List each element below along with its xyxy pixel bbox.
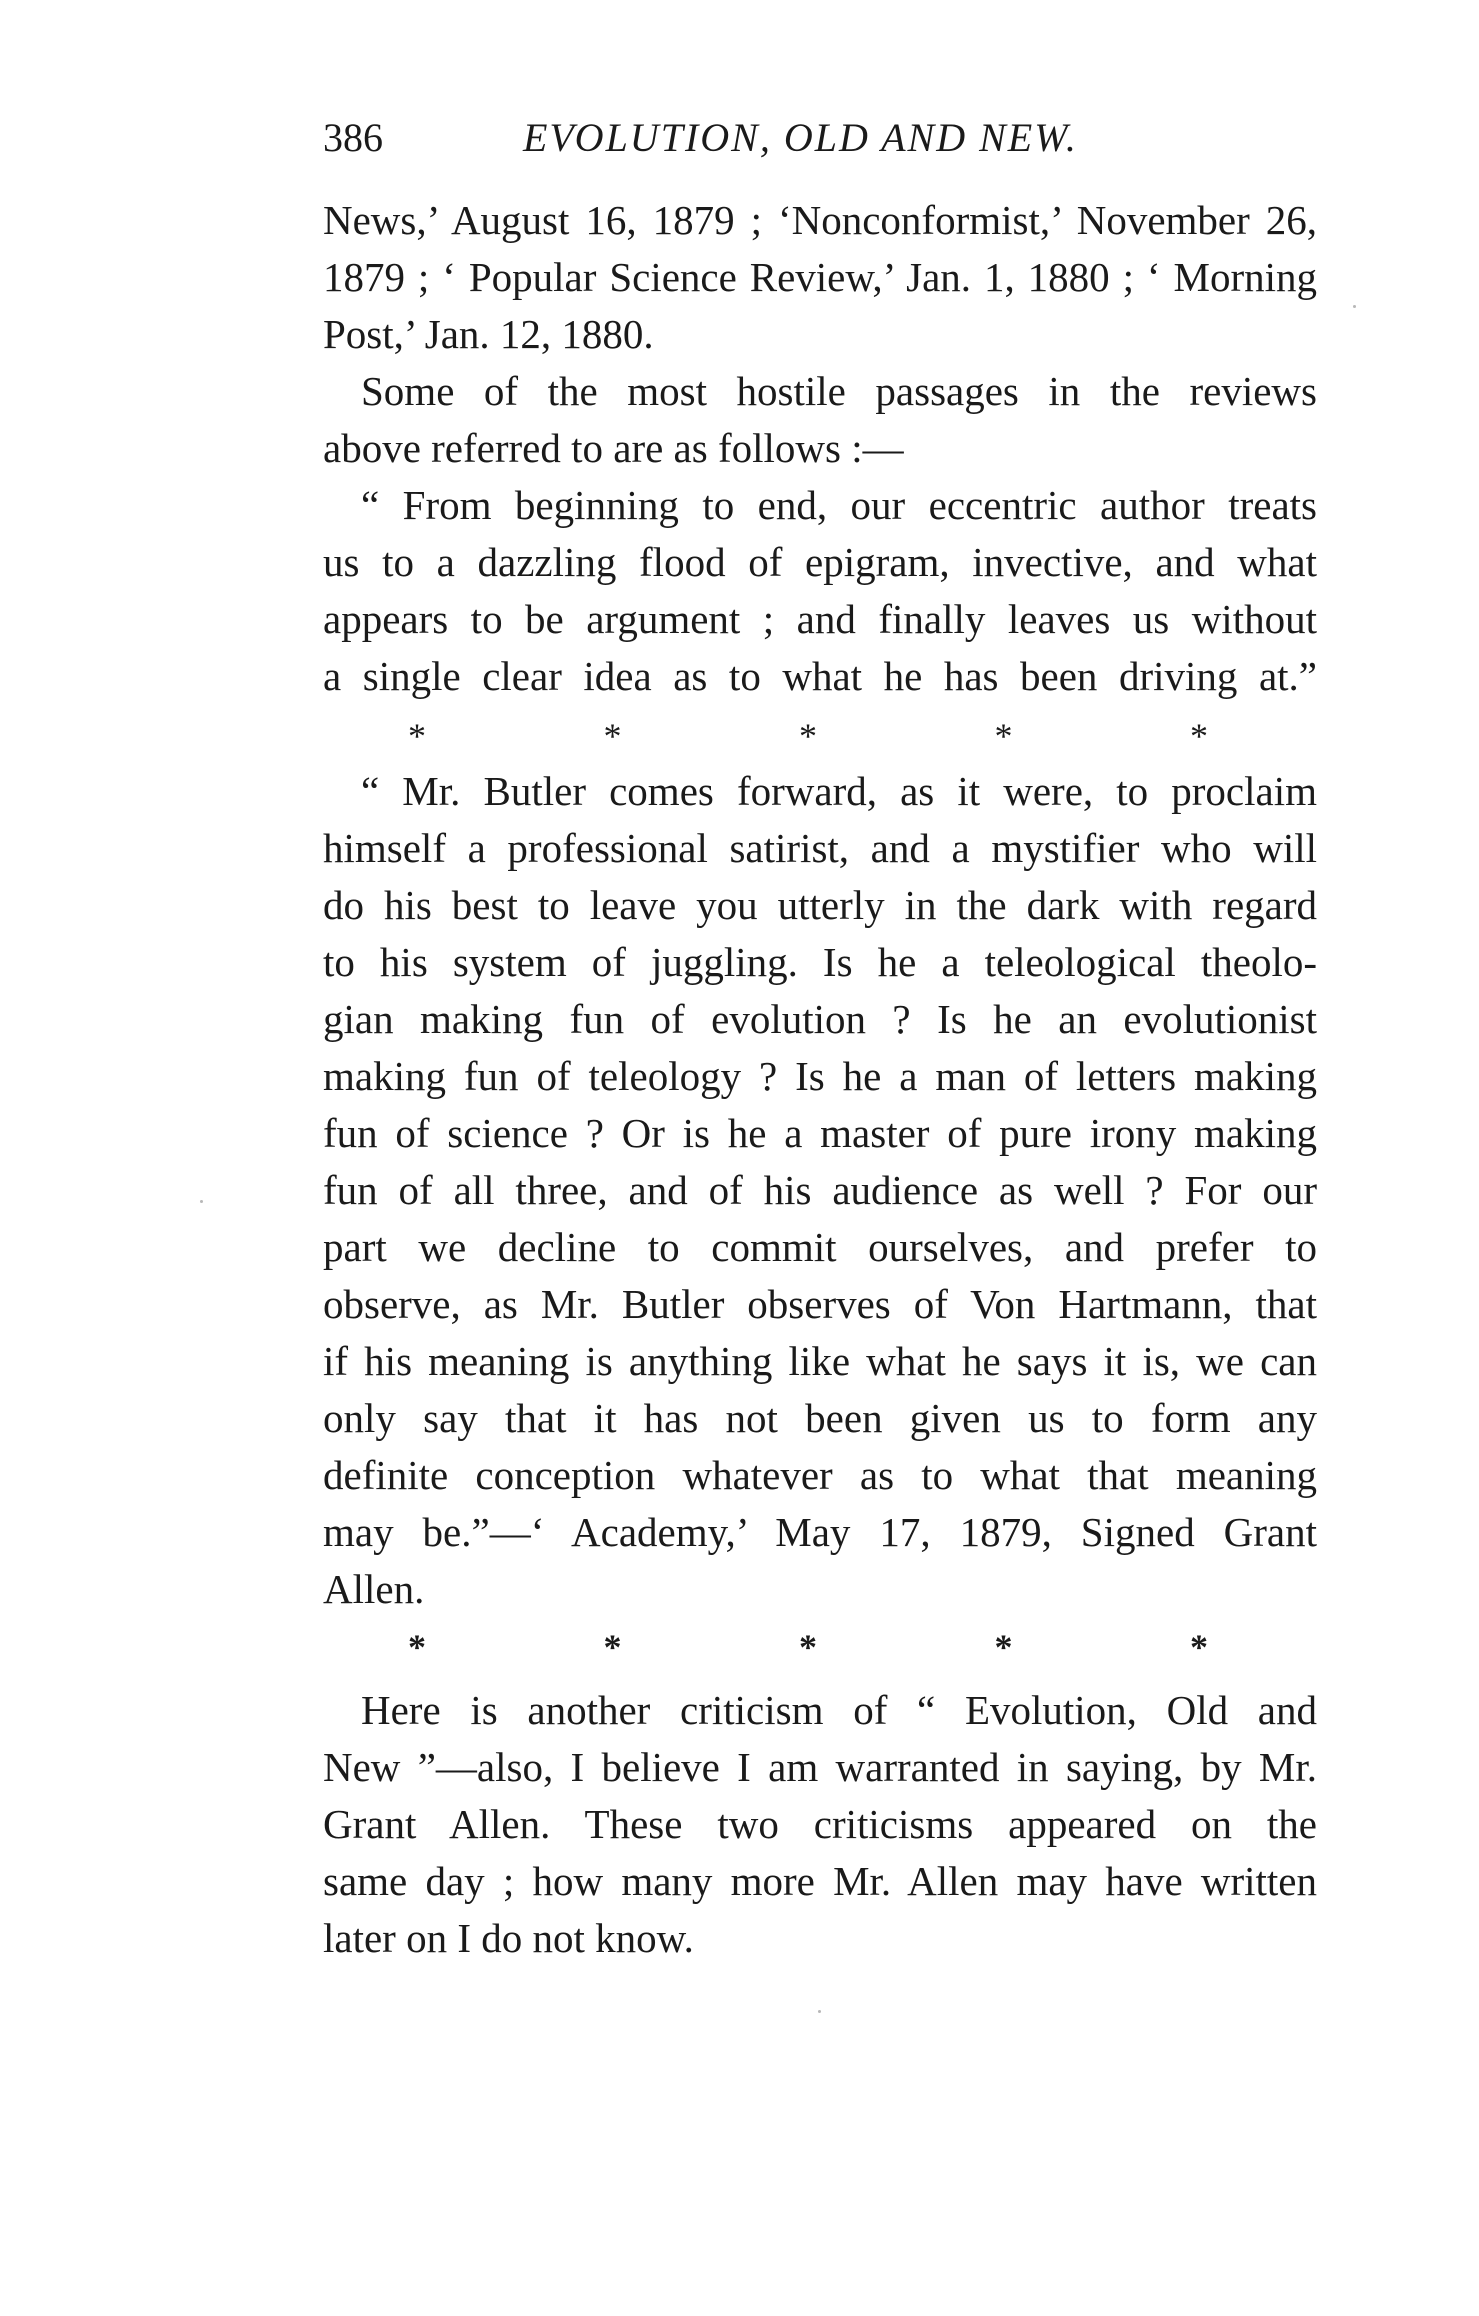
separator-star: * — [408, 716, 426, 756]
text-line: Here is another criticism of “ Evolution, Old and — [361, 1687, 1317, 1733]
text-line: observe, as Mr. Butler observes of Von Hartmann, that — [323, 1281, 1317, 1327]
text-line: Some of the most hostile passages in the reviews — [361, 368, 1317, 414]
text-line: appears to be argument ; and finally leaves us without — [323, 596, 1317, 642]
page-header — [323, 108, 1323, 168]
section-separator — [408, 716, 1208, 756]
text-line: to his system of juggling. Is he a teleological theolo- — [323, 939, 1317, 985]
separator-star: * — [994, 1627, 1013, 1667]
text-line: later on I do not know. — [323, 1915, 694, 1961]
separator-star: * — [408, 1627, 426, 1667]
text-line: may be.”—‘ Academy,’ May 17, 1879, Signed Grant — [323, 1509, 1317, 1555]
separator-star: * — [799, 1627, 817, 1667]
text-line: himself a professional satirist, and a mystifier who will — [323, 825, 1317, 871]
separator-star: * — [603, 716, 622, 756]
separator-star: * — [603, 1627, 622, 1667]
page-number: 386 — [323, 115, 383, 160]
text-line: Grant Allen. These two criticisms appeared on the — [323, 1801, 1317, 1847]
text-line: part we decline to commit ourselves, and prefer to — [323, 1224, 1317, 1270]
text-line: Allen. — [323, 1566, 425, 1612]
text-line: only say that it has not been given us to form any — [323, 1395, 1317, 1441]
text-line: “ From beginning to end, our eccentric author treats — [361, 482, 1317, 528]
text-line: New ”—also, I believe I am warranted in saying, by Mr. — [323, 1744, 1317, 1790]
text-line: fun of science ? Or is he a master of pure irony making — [323, 1110, 1317, 1156]
text-line: News,’ August 16, 1879 ; ‘Nonconformist,’ November 26, — [323, 197, 1317, 243]
text-line: a single clear idea as to what he has been driving at.” — [323, 653, 1317, 699]
separator-star: * — [799, 716, 817, 756]
paper-speck — [200, 1200, 203, 1203]
running-title: EVOLUTION, OLD AND NEW. — [523, 115, 1078, 160]
separator-star: * — [1190, 716, 1208, 756]
text-line: if his meaning is anything like what he says it is, we can — [323, 1338, 1317, 1384]
separator-star: * — [1190, 1627, 1208, 1667]
text-line: definite conception whatever as to what that meaning — [323, 1452, 1317, 1498]
text-line: us to a dazzling flood of epigram, invective, and what — [323, 539, 1317, 585]
paper-speck — [818, 2010, 821, 2013]
text-line: 1879 ; ‘ Popular Science Review,’ Jan. 1, 1880 ; ‘ Morning — [323, 254, 1317, 300]
section-separator — [408, 1627, 1208, 1667]
text-line: fun of all three, and of his audience as well ? For our — [323, 1167, 1317, 1213]
text-line: do his best to leave you utterly in the dark with regard — [323, 882, 1317, 928]
text-line: making fun of teleology ? Is he a man of letters making — [323, 1053, 1317, 1099]
text-line: Post,’ Jan. 12, 1880. — [323, 311, 654, 357]
paper-speck — [1353, 305, 1356, 308]
text-line: same day ; how many more Mr. Allen may have written — [323, 1858, 1317, 1904]
text-line: “ Mr. Butler comes forward, as it were, to proclaim — [361, 768, 1317, 814]
text-line: gian making fun of evolution ? Is he an evolutionist — [323, 996, 1317, 1042]
separator-star: * — [994, 716, 1013, 756]
text-line: above referred to are as follows :— — [323, 425, 904, 471]
